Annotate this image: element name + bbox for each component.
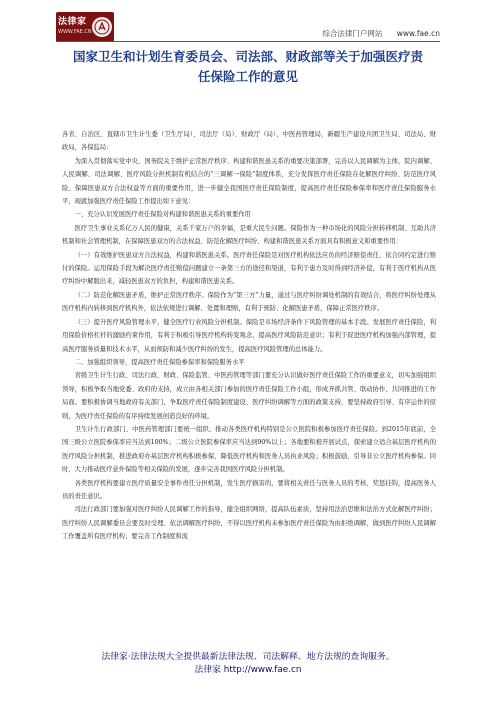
site-url-link[interactable]: www.fae.cn (396, 29, 440, 38)
paragraph: 省级卫生计生行政、司法行政、财政、保险监管、中医药管理等部门要充分认识做好医疗责任保险工作的重要意义，切实加强组织领导，积极争取当地党委、政府的支持，成立由各相关部门参加的医疗责任保险工作小组，形成齐抓共管、联动协作、共同推进的工作局面。要积极协调当地政府有关部门，争取医疗责任保险制度建设、医疗纠纷调解等方面的政策支持，要坚持政府引导、有序运作的原则，为医疗责任保险的有序持续发展创造良好的环境。 (62, 372, 436, 420)
section-heading: 二、加强组织领导，提高医疗责任保险参保率和保险服务水平 (74, 358, 245, 366)
paragraph: （二）防范化解医患矛盾，维护正常医疗秩序。保险作为“第三方”力量，通过与医疗纠纷调处机制的有效结合，将医疗纠纷处理从医疗机构内转移到医疗机构外，依法依规进行调解、处置和理赔，有利于预防、化解医患矛盾，保障正常医疗秩序。 (62, 291, 436, 313)
paragraph: 为深入贯彻落实党中央、国务院关于维护正常医疗秩序、构建和谐医患关系的重要决策部署，完善以人民调解为主体，院内调解、人民调解、司法调解、医疗风险分担机制有机结合的“三调解一保险”制度体系，充分发挥医疗责任保险在化解医疗纠纷、防范医疗风险、保障医患双方合法权益等方面的重要作用，进一步健全我国医疗责任保险制度，提高医疗责任保险参保率和医疗责任保险服务水平，现就加强医疗责任保险工作提出如下意见： (62, 157, 436, 206)
paragraph: 各类医疗机构要建立医疗质量安全事件责任分担机制，发生医疗损害的，要将相关责任与医务人员的考核、奖惩挂钩，提高医务人员的责任意识。 (62, 479, 436, 500)
paragraph: 各省、自治区、直辖市卫生计生委（卫生厅局）、司法厅（局）、财政厅（局）、中医药管理局，新疆生产建设兵团卫生局、司法局、财政局，各保监局： (62, 131, 436, 152)
seal-icon (92, 17, 112, 37)
footer-line-1: 法律家·法律法规大全提供最新法律法规、司法解释、地方法规的查询服务。 (101, 652, 395, 662)
site-name: 综合法律门户网站 (322, 29, 383, 38)
title-line-1: 国家卫生和计划生育委员会、司法部、财政部等关于加强医疗责 (72, 49, 423, 64)
logo-subtext: WWW.FAE.CN (58, 29, 92, 35)
header-divider (56, 41, 440, 42)
paragraph: 司法行政部门要加强对医疗纠纷人民调解工作的指导，健全组织网络，提高队伍素质，坚持用法治思维和法治方式化解医疗纠纷；医疗纠纷人民调解委员会要及时受理、依法调解医疗纠纷，不得以医疗机构未参加医疗责任保险为由拒绝调解，做到医疗纠纷人民调解工作覆盖所有医疗机构；要完善工作制度和流 (62, 506, 436, 541)
logo-text: 法律家 (58, 17, 87, 27)
site-header-info (310, 28, 440, 39)
paragraph: （三）提升医疗风险管理水平，健全医疗行业风险分担机制。保险是市场经济条件下风险管理的基本手段。发展医疗责任保险，利用保险价格杠杆的激励约束作用，有利于积极引导医疗机构转变观念，提高医疗风险防范意识；有利于促进医疗机构加强内部管理，提高医疗服务质量和技术水平，从而预防和减少医疗纠纷的发生，提高医疗风险管理的总体能力。 (62, 318, 436, 353)
footer-line-2 (0, 664, 496, 677)
document-body (62, 128, 436, 544)
paragraph: （一）有效维护医患双方合法权益，构建和谐医患关系。医疗责任保险是对医疗机构依法应负的经济赔偿责任，依合同约定进行赔付的保险。运用保险手段为解决医疗责任赔偿问题建立一条第三方的途径和渠道，有利于患方及时得到经济补偿，有利于医疗机构从医疗纠纷中解脱出来，减轻医患双方的负担，构建和谐医患关系。 (62, 251, 436, 286)
footer-url-link[interactable]: http://www.fae.cn (223, 665, 302, 675)
paragraph: 医疗卫生事业关系亿万人民的健康，关系千家万户的幸福，是重大民生问题。保险作为一种市场化的风险分担转移机制、互助共济机制和社会管理机制，在保障医患双方的合法权益、防范化解医疗纠纷、构建和谐医患关系方面具有积极意义和重要作用： (62, 224, 436, 246)
paragraph: 卫生计生行政部门、中医药管理部门要统一组织、推动各类医疗机构特别是公立医院积极参加医疗责任保险。到2015年底前，全国三级公立医院参保率应当达到100%；二级公立医院参保率应当达到90%以上；各地要积极开展试点，探索建立适合基层医疗机构的医疗风险分担机制，推进政府办基层医疗机构积极参保，降低医疗机构和医务人员执业风险；积极鼓励、引导非公立医疗机构参保。同时，大力推动医疗意外保险等相关保险的发展，逐步完善我国医疗风险分担机制。 (62, 425, 436, 474)
section-heading: 一、充分认识发展医疗责任保险对构建和谐医患关系的重要作用 (74, 211, 251, 219)
site-logo[interactable] (56, 12, 114, 42)
footer-site-name: 法律家 (194, 665, 221, 675)
document-title (60, 47, 436, 87)
title-line-2: 任保险工作的意见 (197, 69, 298, 84)
page-footer (0, 651, 496, 677)
